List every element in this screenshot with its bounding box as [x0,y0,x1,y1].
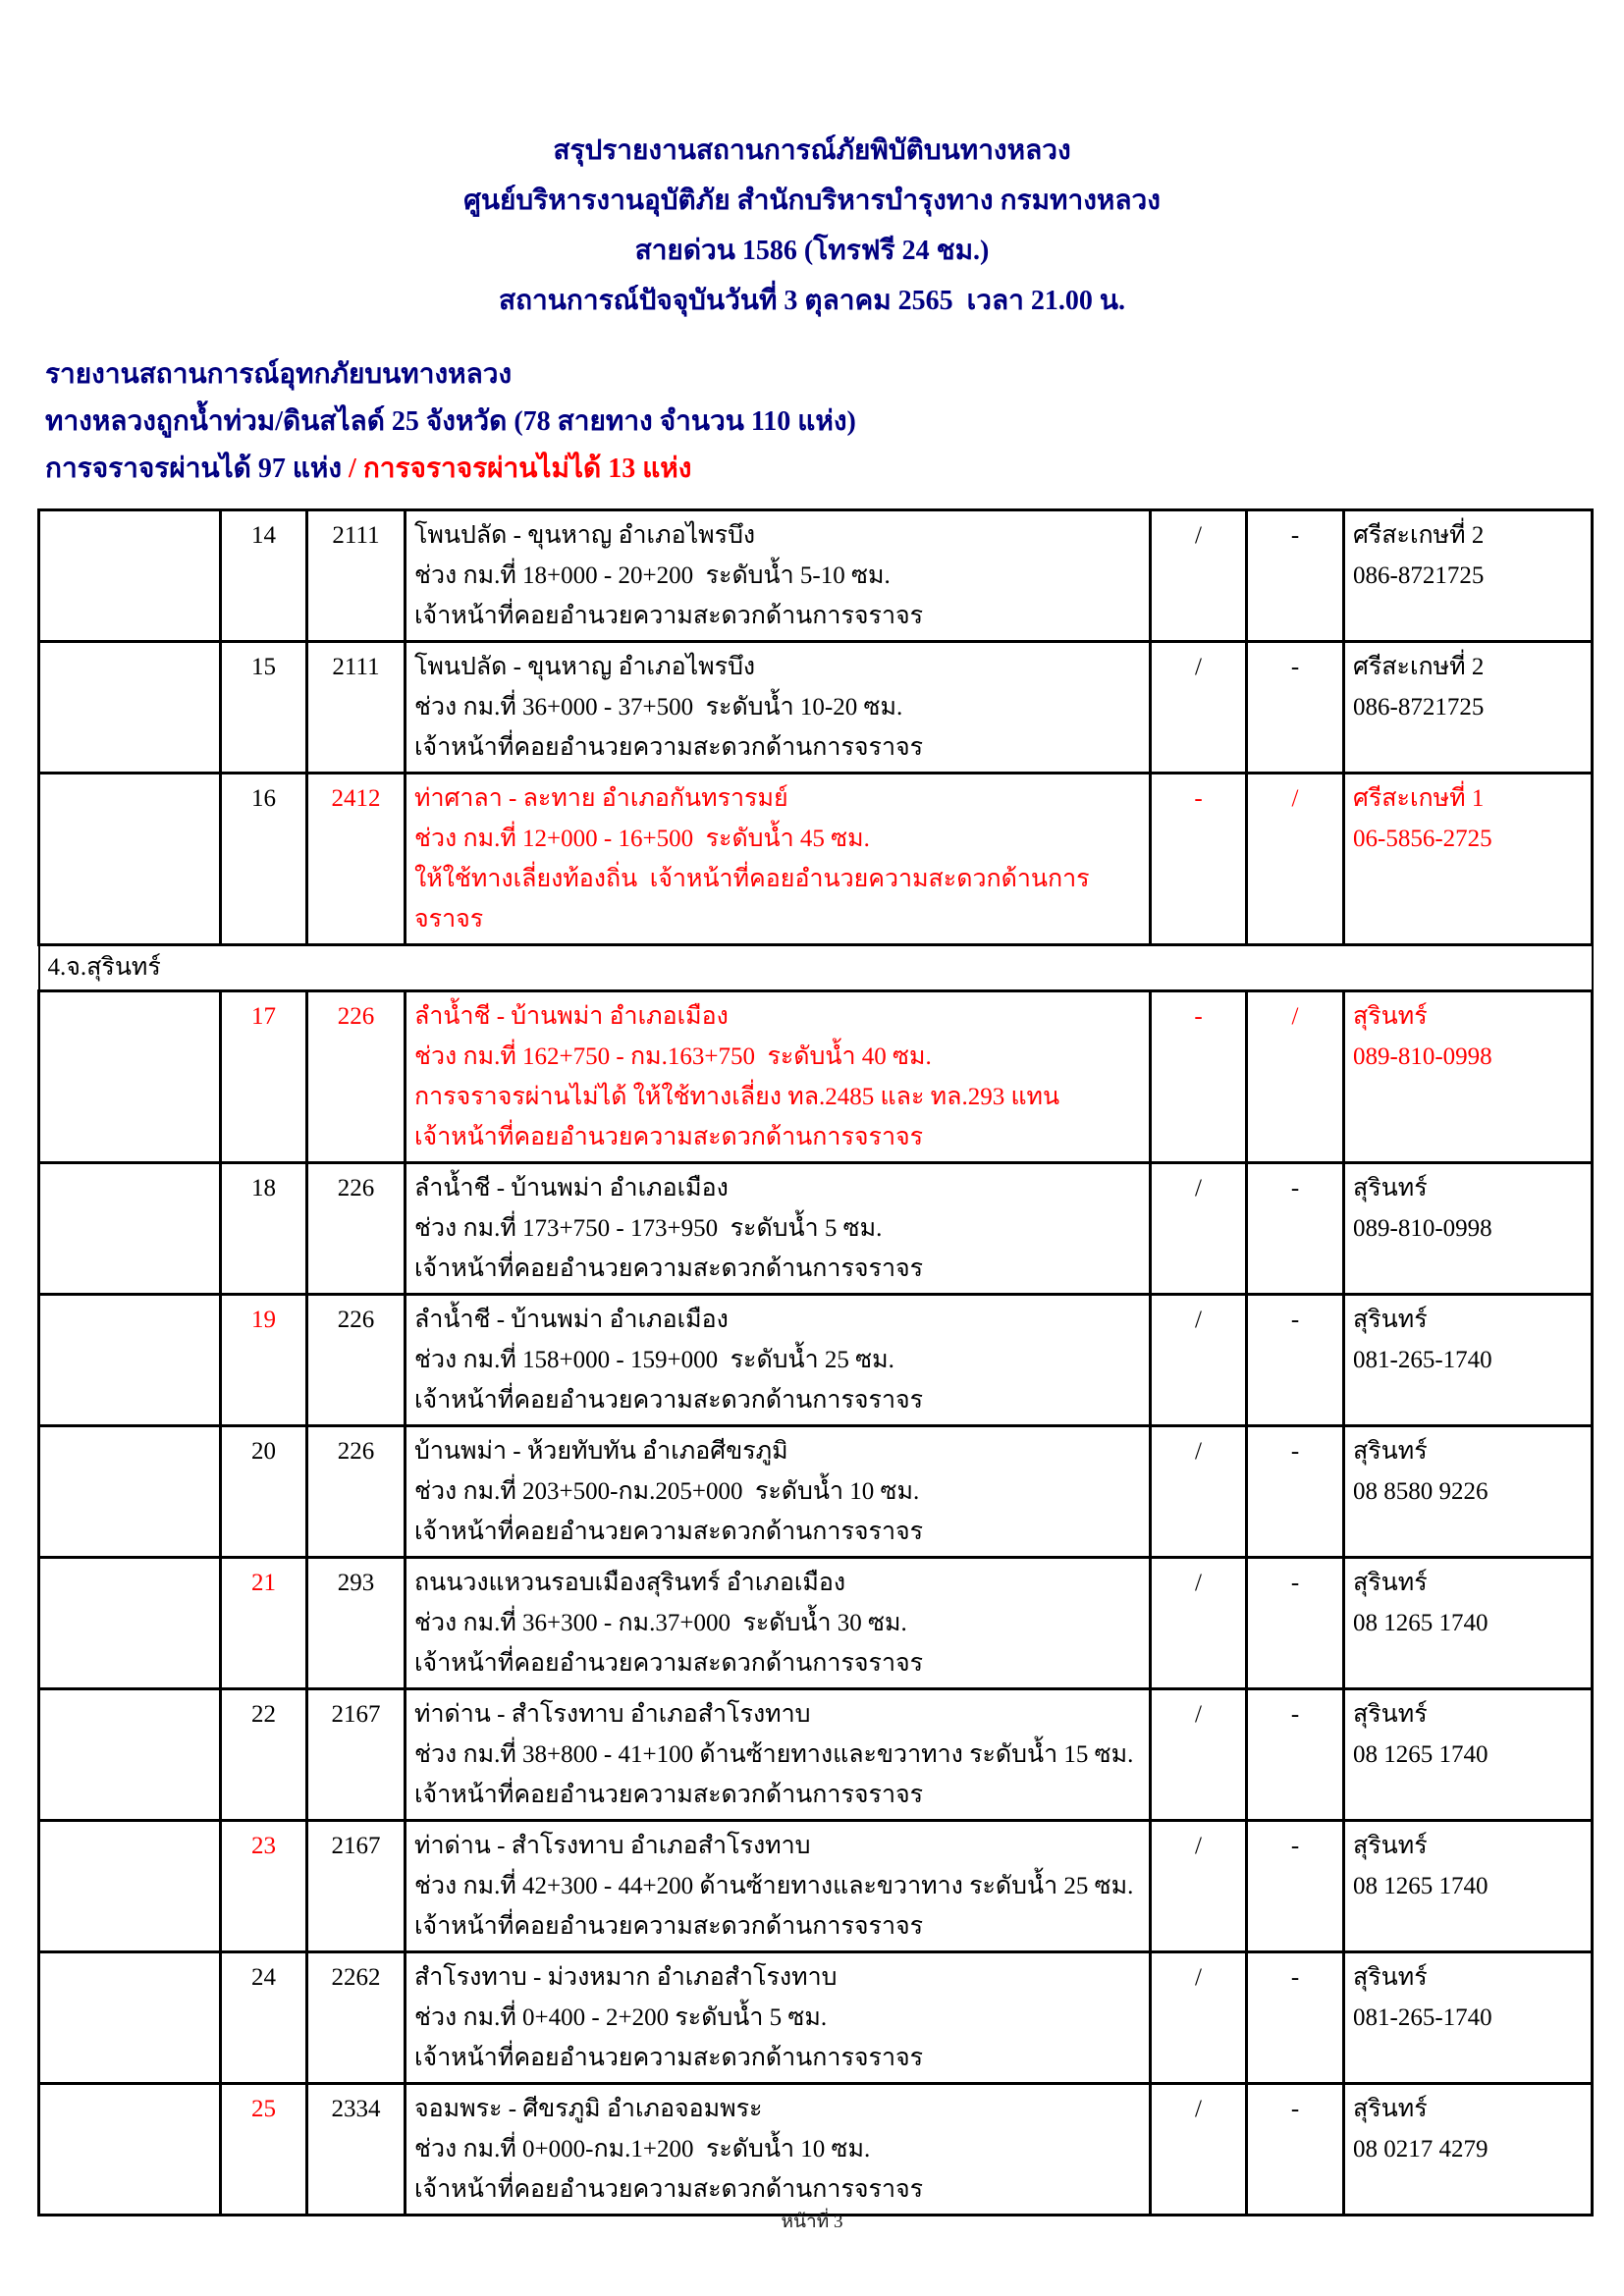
report-hotline: สายด่วน 1586 (โทรฟรี 24 ชม.) [634,236,990,266]
cell-contact [1344,1689,1593,1821]
cell-spacer [39,2084,221,2216]
description-line: ให้ใช้ทางเลี่ยงท้องถิ่น เจ้าหน้าที่คอยอำนวยความสะดวกด้านการจราจร [414,866,1090,933]
cell-description [406,510,1151,642]
description-line: ช่วง กม.ที่ 42+300 - 44+200 ด้านซ้ายทางและขวาทาง ระดับน้ำ 25 ซม. [414,1873,1134,1899]
description-line: ช่วง กม.ที่ 12+000 - 16+500 ระดับน้ำ 45 ซม. [414,826,870,852]
cell-contact [1344,1295,1593,1426]
cell-description [406,642,1151,774]
contact-phone: 086-8721725 [1353,694,1485,721]
cell-traffic-blocked-mark: - [1247,1821,1344,1952]
description-line: เจ้าหน้าที่คอยอำนวยความสะดวกด้านการจราจร [414,2176,924,2203]
summary-affected-provinces: ทางหลวงถูกน้ำท่วม/ดินสไลด์ 25 จังหวัด (78 สายทาง จำนวน 110 แห่ง) [45,406,856,437]
contact-phone: 081-265-1740 [1353,2004,1492,2031]
table-row [39,510,1593,642]
description-line: ช่วง กม.ที่ 36+000 - 37+500 ระดับน้ำ 10-20 ซม. [414,694,903,721]
contact-office: สุรินทร์ [1353,1964,1428,1991]
cell-spacer [39,1952,221,2084]
contact-phone: 06-5856-2725 [1353,826,1492,852]
cell-traffic-blocked-mark: - [1247,642,1344,774]
cell-route-number: 226 [307,991,406,1163]
report-agency: ศูนย์บริหารงานอุบัติภัย สำนักบริหารบำรุงทาง กรมทางหลวง [463,186,1161,216]
cell-traffic-blocked-mark: - [1247,1689,1344,1821]
contact-phone: 081-265-1740 [1353,1347,1492,1373]
cell-traffic-passable-mark: - [1151,991,1247,1163]
cell-route-number: 293 [307,1558,406,1689]
contact-phone: 08 0217 4279 [1353,2136,1489,2163]
cell-route-number: 226 [307,1163,406,1295]
cell-route-number: 2412 [307,774,406,945]
contact-phone: 08 1265 1740 [1353,1610,1489,1636]
cell-description [406,1821,1151,1952]
cell-contact [1344,2084,1593,2216]
cell-traffic-passable-mark: / [1151,1952,1247,2084]
cell-sequence-number: 17 [221,991,307,1163]
cell-description [406,1295,1151,1426]
cell-description [406,1163,1151,1295]
description-line: โพนปลัด - ขุนหาญ อำเภอไพรบึง [414,654,756,680]
table-row [39,2084,1593,2216]
cell-traffic-passable-mark: / [1151,1426,1247,1558]
cell-spacer [39,774,221,945]
table-row [39,642,1593,774]
table-row [39,1295,1593,1426]
description-line: จอมพระ - ศีขรภูมิ อำเภอจอมพระ [414,2096,763,2122]
table-row [39,774,1593,945]
cell-contact [1344,642,1593,774]
cell-traffic-blocked-mark: - [1247,1426,1344,1558]
cell-traffic-passable-mark: - [1151,774,1247,945]
contact-office: สุรินทร์ [1353,1003,1428,1030]
cell-route-number: 226 [307,1295,406,1426]
cell-traffic-passable-mark: / [1151,1821,1247,1952]
cell-sequence-number: 25 [221,2084,307,2216]
summary-traffic-passable: การจราจรผ่านได้ 97 แห่ง [45,454,350,484]
description-line: โพนปลัด - ขุนหาญ อำเภอไพรบึง [414,522,756,549]
cell-contact [1344,774,1593,945]
contact-office: สุรินทร์ [1353,1833,1428,1859]
contact-office: ศรีสะเกษที่ 1 [1353,785,1485,812]
cell-sequence-number: 22 [221,1689,307,1821]
cell-spacer [39,1295,221,1426]
cell-description [406,991,1151,1163]
description-line: ท่าศาลา - ละทาย อำเภอกันทรารมย์ [414,785,788,812]
cell-traffic-passable-mark: / [1151,1689,1247,1821]
summary-flood-report-title: รายงานสถานการณ์อุทกภัยบนทางหลวง [45,359,513,390]
description-line: เจ้าหน้าที่คอยอำนวยความสะดวกด้านการจราจร [414,2045,924,2071]
cell-sequence-number: 19 [221,1295,307,1426]
cell-traffic-blocked-mark: / [1247,991,1344,1163]
cell-sequence-number: 23 [221,1821,307,1952]
cell-description [406,1558,1151,1689]
cell-description [406,774,1151,945]
description-line: เจ้าหน้าที่คอยอำนวยความสะดวกด้านการจราจร [414,1255,924,1282]
cell-spacer [39,642,221,774]
cell-description [406,1689,1151,1821]
cell-contact [1344,991,1593,1163]
description-line: ช่วง กม.ที่ 18+000 - 20+200 ระดับน้ำ 5-10 ซม. [414,562,891,589]
cell-traffic-blocked-mark: - [1247,2084,1344,2216]
cell-spacer [39,1821,221,1952]
description-line: การจราจรผ่านไม่ได้ ให้ใช้ทางเลี่ยง ทล.2485 และ ทล.293 แทน [414,1084,1060,1110]
cell-contact [1344,1558,1593,1689]
description-line: ท่าด่าน - สำโรงทาบ อำเภอสำโรงทาบ [414,1833,811,1859]
description-line: ลำน้ำชี - บ้านพม่า อำเภอเมือง [414,1003,729,1030]
cell-description [406,2084,1151,2216]
summary-traffic-status [45,446,1624,493]
description-line: ช่วง กม.ที่ 203+500-กม.205+000 ระดับน้ำ 10 ซม. [414,1478,920,1505]
table-row [39,1952,1593,2084]
description-line: เจ้าหน้าที่คอยอำนวยความสะดวกด้านการจราจร [414,1913,924,1940]
description-line: เจ้าหน้าที่คอยอำนวยความสะดวกด้านการจราจร [414,603,924,629]
description-line: เจ้าหน้าที่คอยอำนวยความสะดวกด้านการจราจร [414,1519,924,1545]
page-number: หน้าที่ 3 [781,2212,843,2232]
description-line: เจ้าหน้าที่คอยอำนวยความสะดวกด้านการจราจร [414,1387,924,1414]
table-row [39,1426,1593,1558]
description-line: เจ้าหน้าที่คอยอำนวยความสะดวกด้านการจราจร [414,734,924,761]
cell-sequence-number: 20 [221,1426,307,1558]
description-line: ช่วง กม.ที่ 0+400 - 2+200 ระดับน้ำ 5 ซม. [414,2004,828,2031]
description-line: ช่วง กม.ที่ 162+750 - กม.163+750 ระดับน้ำ 40 ซม. [414,1043,932,1070]
contact-office: สุรินทร์ [1353,2096,1428,2122]
contact-phone: 08 1265 1740 [1353,1741,1489,1768]
description-line: เจ้าหน้าที่คอยอำนวยความสะดวกด้านการจราจร [414,1782,924,1808]
contact-office: สุรินทร์ [1353,1570,1428,1596]
report-title: สรุปรายงานสถานการณ์ภัยพิบัติบนทางหลวง [553,135,1071,166]
cell-contact [1344,1821,1593,1952]
description-line: ลำน้ำชี - บ้านพม่า อำเภอเมือง [414,1307,729,1333]
cell-traffic-passable-mark: / [1151,2084,1247,2216]
cell-spacer [39,1558,221,1689]
contact-phone: 08 8580 9226 [1353,1478,1489,1505]
cell-sequence-number: 16 [221,774,307,945]
cell-spacer [39,1426,221,1558]
description-line: ลำน้ำชี - บ้านพม่า อำเภอเมือง [414,1175,729,1201]
cell-traffic-blocked-mark: / [1247,774,1344,945]
flood-situation-table [37,508,1594,2216]
cell-description [406,1952,1151,2084]
contact-office: ศรีสะเกษที่ 2 [1353,654,1485,680]
description-line: ช่วง กม.ที่ 158+000 - 159+000 ระดับน้ำ 25 ซม. [414,1347,894,1373]
description-line: สำโรงทาบ - ม่วงหมาก อำเภอสำโรงทาบ [414,1964,838,1991]
cell-traffic-blocked-mark: - [1247,1295,1344,1426]
cell-traffic-passable-mark: / [1151,1558,1247,1689]
description-line: บ้านพม่า - ห้วยทับทัน อำเภอศีขรภูมิ [414,1438,788,1465]
cell-traffic-blocked-mark: - [1247,510,1344,642]
cell-sequence-number: 14 [221,510,307,642]
cell-spacer [39,510,221,642]
cell-spacer [39,1689,221,1821]
description-line: ช่วง กม.ที่ 36+300 - กม.37+000 ระดับน้ำ 30 ซม. [414,1610,907,1636]
cell-spacer [39,1163,221,1295]
description-line: ท่าด่าน - สำโรงทาบ อำเภอสำโรงทาบ [414,1701,811,1728]
contact-office: ศรีสะเกษที่ 2 [1353,522,1485,549]
cell-route-number: 2111 [307,510,406,642]
province-section-row [39,945,1593,991]
cell-description [406,1426,1151,1558]
summary-traffic-blocked: / การจราจรผ่านไม่ได้ 13 แห่ง [349,454,692,484]
cell-contact [1344,510,1593,642]
table-row [39,1163,1593,1295]
province-section-label: 4.จ.สุรินทร์ [39,945,1593,991]
contact-office: สุรินทร์ [1353,1307,1428,1333]
cell-traffic-blocked-mark: - [1247,1558,1344,1689]
cell-traffic-passable-mark: / [1151,510,1247,642]
cell-route-number: 2334 [307,2084,406,2216]
contact-office: สุรินทร์ [1353,1701,1428,1728]
cell-sequence-number: 18 [221,1163,307,1295]
table-row [39,1558,1593,1689]
contact-office: สุรินทร์ [1353,1175,1428,1201]
cell-sequence-number: 15 [221,642,307,774]
contact-phone: 089-810-0998 [1353,1043,1492,1070]
cell-route-number: 2262 [307,1952,406,2084]
contact-phone: 086-8721725 [1353,562,1485,589]
table-row [39,1821,1593,1952]
cell-traffic-passable-mark: / [1151,642,1247,774]
report-datetime: สถานการณ์ปัจจุบันวันที่ 3 ตุลาคม 2565 เวลา 21.00 น. [499,286,1125,316]
description-line: ช่วง กม.ที่ 38+800 - 41+100 ด้านซ้ายทางและขวาทาง ระดับน้ำ 15 ซม. [414,1741,1134,1768]
cell-traffic-blocked-mark: - [1247,1952,1344,2084]
description-line: เจ้าหน้าที่คอยอำนวยความสะดวกด้านการจราจร [414,1124,924,1150]
summary-block [45,351,1624,493]
cell-traffic-passable-mark: / [1151,1295,1247,1426]
contact-phone: 089-810-0998 [1353,1215,1492,1242]
cell-contact [1344,1952,1593,2084]
cell-spacer [39,991,221,1163]
cell-sequence-number: 24 [221,1952,307,2084]
description-line: เจ้าหน้าที่คอยอำนวยความสะดวกด้านการจราจร [414,1650,924,1677]
cell-route-number: 226 [307,1426,406,1558]
description-line: ช่วง กม.ที่ 0+000-กม.1+200 ระดับน้ำ 10 ซม. [414,2136,871,2163]
contact-phone: 08 1265 1740 [1353,1873,1489,1899]
cell-contact [1344,1426,1593,1558]
cell-sequence-number: 21 [221,1558,307,1689]
report-header [0,0,1624,326]
cell-traffic-passable-mark: / [1151,1163,1247,1295]
description-line: ช่วง กม.ที่ 173+750 - 173+950 ระดับน้ำ 5 ซม. [414,1215,883,1242]
cell-contact [1344,1163,1593,1295]
description-line: ถนนวงแหวนรอบเมืองสุรินทร์ อำเภอเมือง [414,1570,846,1596]
cell-route-number: 2167 [307,1689,406,1821]
table-row [39,1689,1593,1821]
table-row [39,991,1593,1163]
cell-route-number: 2111 [307,642,406,774]
cell-route-number: 2167 [307,1821,406,1952]
contact-office: สุรินทร์ [1353,1438,1428,1465]
cell-traffic-blocked-mark: - [1247,1163,1344,1295]
